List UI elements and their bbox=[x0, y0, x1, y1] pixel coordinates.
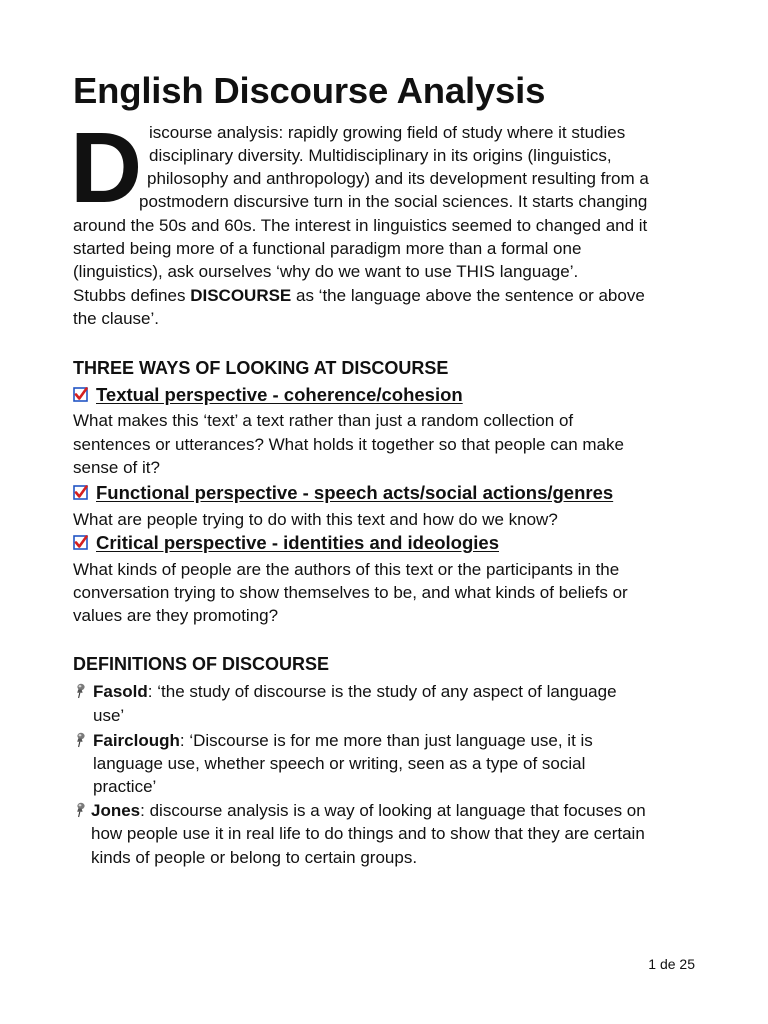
intro-line: postmodern discursive turn in the social sciences. It starts changing bbox=[139, 192, 648, 211]
perspective-description: values are they promoting? bbox=[73, 606, 279, 625]
perspective-description: What are people trying to do with this text and how do we know? bbox=[73, 510, 558, 529]
checked-box-icon bbox=[73, 535, 88, 550]
definition-fasold bbox=[93, 680, 617, 703]
three-ways-heading: THREE WAYS OF LOOKING AT DISCOURSE bbox=[73, 358, 449, 378]
checked-box-icon bbox=[73, 485, 88, 500]
definition-continued: kinds of people or belong to certain groups. bbox=[91, 848, 418, 867]
drop-cap: D bbox=[70, 112, 141, 224]
stubbs-definition bbox=[73, 284, 645, 307]
definition-continued: practice’ bbox=[93, 777, 157, 796]
checked-box-icon bbox=[73, 387, 88, 402]
pushpin-bullet-icon bbox=[73, 732, 87, 748]
perspective-title: Functional perspective - speech acts/social actions/genres bbox=[96, 482, 614, 503]
perspective-description: What makes this ‘text’ a text rather than just a random collection of bbox=[73, 411, 574, 430]
stubbs-suffix: as ‘the language above the sentence or above bbox=[291, 286, 645, 305]
intro-line: disciplinary diversity. Multidisciplinary in its origins (linguistics, bbox=[149, 146, 612, 165]
stubbs-definition-continued: the clause’. bbox=[73, 309, 159, 328]
definition-author: Fasold bbox=[93, 682, 148, 701]
stubbs-prefix: Stubbs defines bbox=[73, 286, 191, 305]
intro-line: philosophy and anthropology) and its development resulting from a bbox=[147, 169, 649, 188]
definition-text: : ‘Discourse is for me more than just language use, it is bbox=[179, 731, 593, 750]
page-number: 1 de 25 bbox=[648, 956, 695, 972]
definition-author: Fairclough bbox=[93, 731, 180, 750]
intro-line: (linguistics), ask ourselves ‘why do we want to use THIS language’. bbox=[73, 262, 579, 281]
pushpin-bullet-icon bbox=[73, 683, 87, 699]
perspective-description: sentences or utterances? What holds it together so that people can make bbox=[73, 435, 624, 454]
definitions-heading: DEFINITIONS OF DISCOURSE bbox=[73, 654, 330, 674]
discourse-term: DISCOURSE bbox=[190, 286, 292, 305]
perspective-description: sense of it? bbox=[73, 458, 160, 477]
perspective-title: Textual perspective - coherence/cohesion bbox=[96, 384, 463, 405]
intro-line: started being more of a functional paradigm more than a formal one bbox=[73, 239, 582, 258]
definition-text: : ‘the study of discourse is the study of any aspect of language bbox=[147, 682, 617, 701]
intro-line: iscourse analysis: rapidly growing field of study where it studies bbox=[149, 123, 626, 142]
pushpin-bullet-icon bbox=[73, 802, 87, 818]
definition-continued: language use, whether speech or writing, seen as a type of social bbox=[93, 754, 586, 773]
intro-line: around the 50s and 60s. The interest in linguistics seemed to changed and it bbox=[73, 216, 648, 235]
definition-text: : discourse analysis is a way of looking at language that focuses on bbox=[140, 801, 646, 820]
page-title: English Discourse Analysis bbox=[73, 70, 546, 111]
definition-continued: use’ bbox=[93, 706, 125, 725]
perspective-description: conversation trying to show themselves to be, and what kinds of beliefs or bbox=[73, 583, 628, 602]
perspective-title: Critical perspective - identities and ideologies bbox=[96, 532, 499, 553]
definition-fairclough bbox=[93, 729, 593, 752]
definition-continued: how people use it in real life to do things and to show that they are certain bbox=[91, 824, 645, 843]
definition-jones bbox=[91, 799, 646, 822]
definition-author: Jones bbox=[91, 801, 141, 820]
perspective-description: What kinds of people are the authors of this text or the participants in the bbox=[73, 560, 620, 579]
